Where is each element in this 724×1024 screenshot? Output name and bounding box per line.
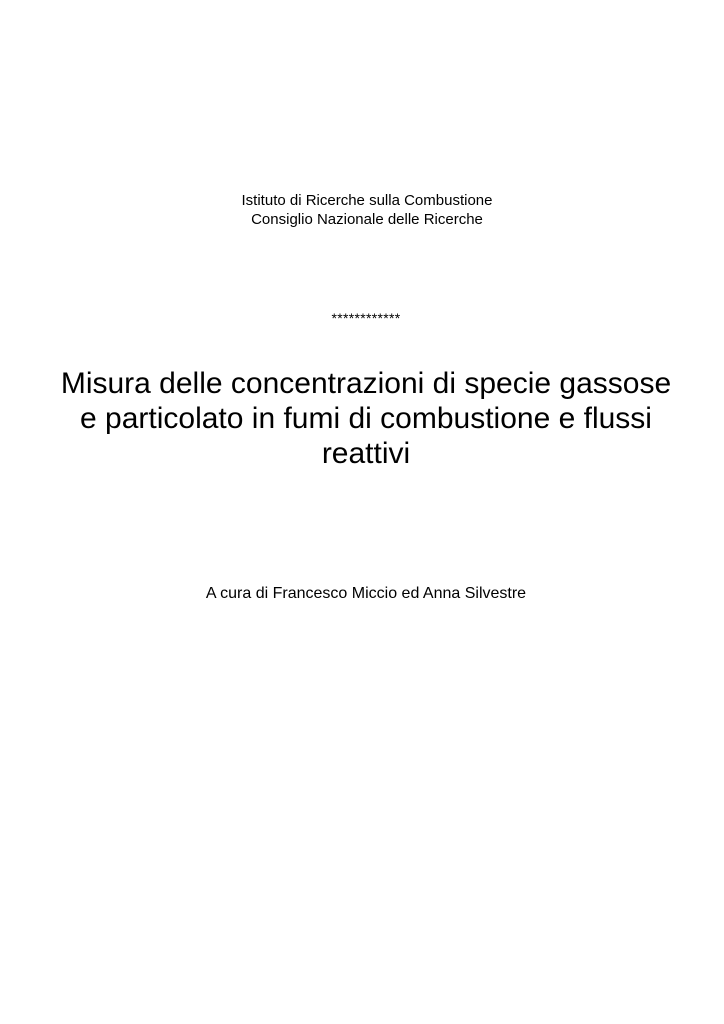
- editors-line: A cura di Francesco Miccio ed Anna Silvestre: [205, 585, 527, 602]
- council-name: Consiglio Nazionale delle Ricerche: [251, 211, 483, 228]
- title-line-1: Misura delle concentrazioni di specie gassose: [60, 367, 672, 400]
- institution-block: [0, 191, 724, 229]
- title-line-2: e particolato in fumi di combustione e flussi: [80, 402, 652, 435]
- institute-name: Istituto di Ricerche sulla Combustione: [241, 192, 493, 209]
- asterisk-separator: ************: [331, 310, 401, 326]
- document-title: [40, 366, 692, 471]
- title-line-3: reattivi: [321, 437, 411, 470]
